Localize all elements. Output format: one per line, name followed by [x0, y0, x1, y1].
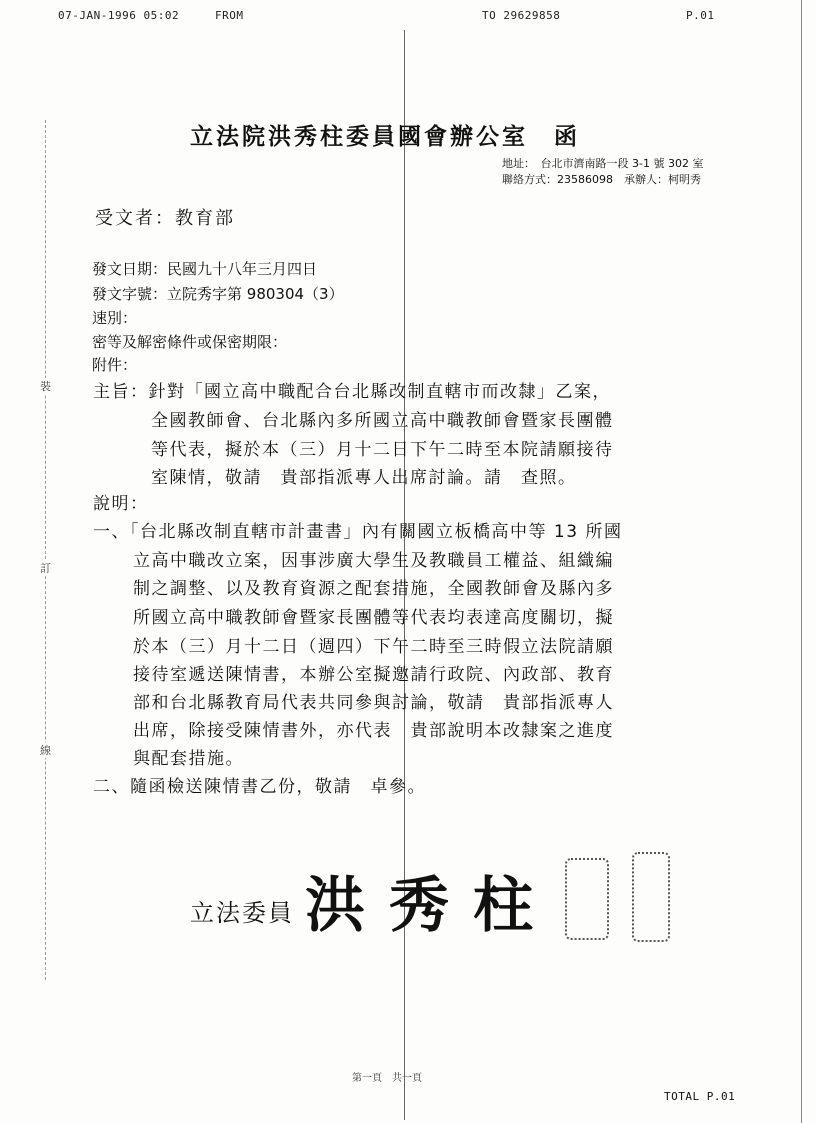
- explanation-line: 所國立高中職教師會暨家長團體等代表均表達高度關切，擬: [133, 608, 614, 628]
- explanation-line: 與配套措施。: [133, 749, 244, 769]
- subject-line: 主旨：針對「國立高中職配合台北縣改制直轄市而改隸」乙案，: [93, 382, 611, 402]
- explanation-label: 說明：: [93, 494, 149, 514]
- document-number: 發文字號：立院秀字第 980304（3）: [92, 285, 344, 303]
- recipient: 受文者：教育部: [95, 208, 235, 229]
- subject-line: 全國教師會、台北縣內多所國立高中職教師會暨家長團體: [151, 411, 614, 431]
- binding-mark: 裝: [40, 380, 51, 393]
- explanation-line: 於本（三）月十二日（週四）下午二時至三時假立法院請願: [133, 637, 614, 657]
- page-edge-line: [801, 0, 802, 1123]
- signature-label: 立法委員: [190, 899, 294, 927]
- binding-mark: 訂: [40, 562, 51, 575]
- explanation-line: 二、隨函檢送陳情書乙份，敬請 卓參。: [93, 777, 426, 797]
- contact-line: 聯絡方式：23586098 承辦人：柯明秀: [502, 173, 701, 186]
- fax-datetime: 07-JAN-1996 05:02: [58, 9, 180, 22]
- fax-page: P.01: [686, 9, 715, 22]
- explanation-line: 接待室遞送陳情書，本辦公室擬邀請行政院、內政部、教育: [133, 665, 614, 685]
- explanation-line: 一、「台北縣改制直轄市計畫書」內有關國立板橋高中等 13 所國: [93, 522, 623, 542]
- signature-name: 洪秀柱: [305, 871, 557, 941]
- fax-from: FROM: [215, 9, 244, 22]
- letter-title: 立法院洪秀柱委員國會辦公室 函: [190, 124, 580, 150]
- address: 地址： 台北市濟南路一段 3-1 號 302 室: [502, 157, 704, 170]
- subject-line: 等代表，擬於本（三）月十二日下午二時至本院請願接待: [151, 440, 614, 460]
- explanation-line: 部和台北縣教育局代表共同參與討論，敬請 貴部指派專人: [133, 693, 614, 713]
- page-footer: 第一頁 共一頁: [352, 1073, 422, 1084]
- explanation-line: 出席，除接受陳情書外，亦代表 貴部說明本改隸案之進度: [133, 721, 614, 741]
- fax-to: TO 29629858: [482, 9, 561, 22]
- send-date: 發文日期：民國九十八年三月四日: [92, 260, 318, 278]
- attachment-field: 附件：: [92, 356, 138, 374]
- binding-line: [45, 120, 47, 980]
- seal-stamp: [565, 858, 609, 940]
- explanation-line: 制之調整、以及教育資源之配套措施，全國教師會及縣內多: [133, 579, 614, 599]
- speed-field: 速別：: [92, 309, 138, 327]
- seal-stamp: [632, 852, 670, 942]
- fax-total: TOTAL P.01: [664, 1090, 736, 1103]
- binding-mark: 線: [40, 744, 51, 757]
- subject-line: 室陳情，敬請 貴部指派專人出席討論。請 查照。: [151, 468, 577, 488]
- secrecy-field: 密等及解密條件或保密期限：: [92, 333, 288, 351]
- explanation-line: 立高中職改立案，因事涉廣大學生及教職員工權益、組織編: [133, 551, 614, 571]
